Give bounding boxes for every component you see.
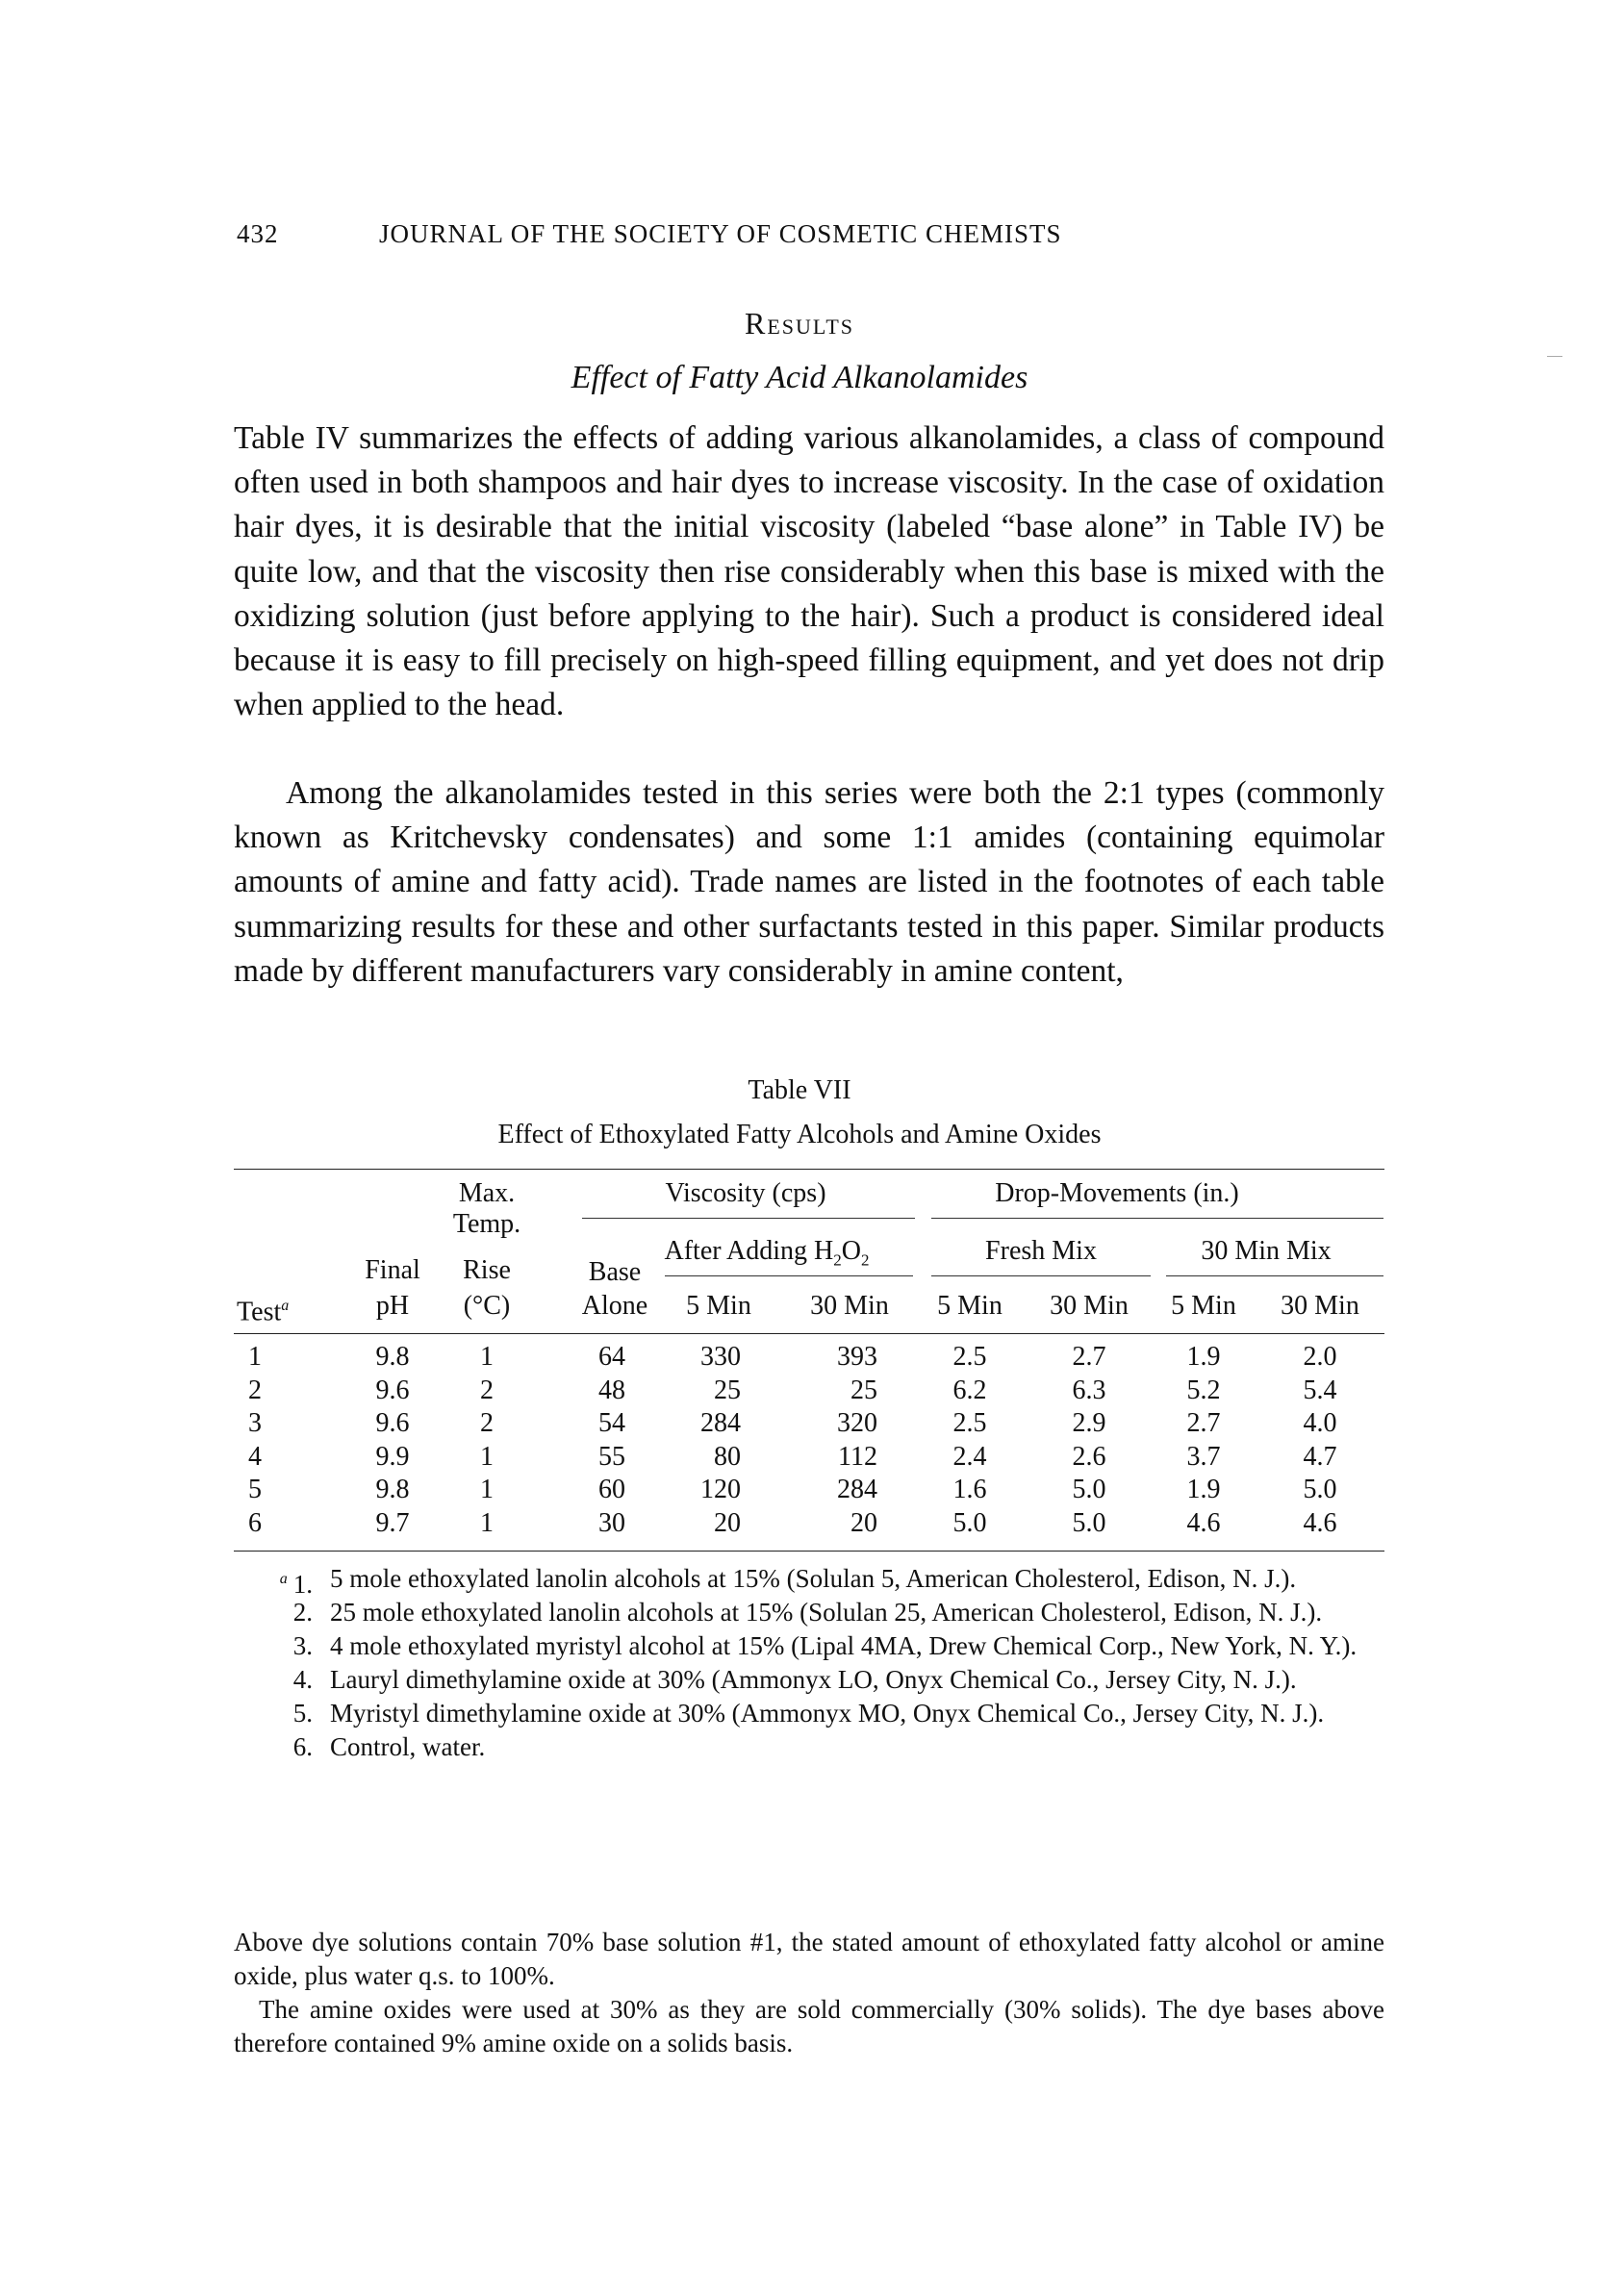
header-viscosity: Viscosity (cps) xyxy=(665,1178,826,1208)
body-paragraph-2 xyxy=(234,771,1384,994)
footnote-item xyxy=(234,1663,1384,1697)
cell-fresh-30-min: 2.6 xyxy=(1072,1441,1106,1472)
cell-visc-5-min: 25 xyxy=(714,1375,741,1405)
header-rise: Rise xyxy=(463,1255,511,1285)
subsection-heading: Effect of Fatty Acid Alkanolamides xyxy=(571,360,1028,395)
cell-visc-5-min: 20 xyxy=(714,1507,741,1538)
footnote-number xyxy=(234,1629,313,1663)
cell-fresh-5-min: 5.0 xyxy=(952,1507,987,1538)
footnote-number xyxy=(234,1697,313,1730)
cell-visc-5-min: 330 xyxy=(700,1342,741,1372)
cell-fresh-30-min: 5.0 xyxy=(1072,1507,1106,1538)
cell-base-alone: 54 xyxy=(598,1408,625,1438)
footnote-number-text: 1. xyxy=(292,1570,313,1599)
table-subtitle: Effect of Ethoxylated Fatty Alcohols and Amine Oxides xyxy=(497,1120,1102,1149)
cell-mix-30-min: 2.0 xyxy=(1303,1342,1337,1372)
cell-fresh-30-min: 5.0 xyxy=(1072,1475,1106,1504)
cell-base-alone: 30 xyxy=(598,1507,625,1538)
cell-base-alone: 55 xyxy=(598,1441,625,1472)
cell-final-ph: 9.8 xyxy=(375,1475,410,1504)
cell-max-temp-rise: 1 xyxy=(480,1507,494,1538)
header-temp: Temp. xyxy=(452,1209,521,1239)
cell-mix-30-min: 5.0 xyxy=(1303,1475,1337,1504)
header-alone: Alone xyxy=(581,1291,648,1321)
cell-test: 4 xyxy=(248,1441,262,1472)
cell-fresh-5-min: 2.4 xyxy=(952,1441,987,1472)
cell-fresh-30-min: 6.3 xyxy=(1072,1375,1106,1405)
cell-test: 2 xyxy=(248,1375,262,1405)
table-bottom-rule xyxy=(234,1551,1384,1552)
footnote-text: Myristyl dimethylamine oxide at 30% (Ammonyx MO, Onyx Chemical Co., Jersey City, N. J.). xyxy=(330,1699,1325,1728)
cell-visc-30-min: 25 xyxy=(850,1375,877,1405)
30-min-mix-rule xyxy=(1166,1275,1383,1276)
footnote-number-text: 5. xyxy=(292,1699,313,1728)
footnote-number-text: 2. xyxy=(292,1598,313,1627)
margin-mark xyxy=(1547,356,1562,357)
table-footnotes xyxy=(234,1562,1384,1764)
header-visc-30-min: 30 Min xyxy=(810,1291,889,1321)
footnote-number-text: 6. xyxy=(292,1732,313,1761)
header-visc-5-min: 5 Min xyxy=(686,1291,751,1321)
cell-visc-30-min: 112 xyxy=(838,1441,877,1472)
cell-base-alone: 60 xyxy=(598,1475,625,1504)
cell-fresh-30-min: 2.9 xyxy=(1072,1408,1106,1438)
paragraph-text: Table IV summarizes the effects of adding various alkanolamides, a class of compound often used in both shampoos and hair dyes to increase viscosity. In the case of oxidation hair dyes, it is desirable that the initial viscosity (labeled “base alone” in Table IV) be quite low, and that the viscosity then rise considerably when this base is mixed with the oxidizing solution (just before applying to the hair). Such a product is considered ideal because it is easy to fill precisely on high-speed filling equipment, and yet does not drip when applied to the head. xyxy=(234,420,1384,723)
page-number: 432 xyxy=(237,219,279,248)
footnote-number-text: 3. xyxy=(292,1631,313,1660)
cell-test: 6 xyxy=(248,1507,262,1538)
cell-test: 1 xyxy=(248,1342,262,1372)
cell-max-temp-rise: 2 xyxy=(480,1408,494,1438)
cell-fresh-5-min: 6.2 xyxy=(952,1375,987,1405)
after-adding-rule xyxy=(665,1275,913,1276)
cell-fresh-5-min: 1.6 xyxy=(952,1475,987,1504)
cell-max-temp-rise: 1 xyxy=(480,1441,494,1472)
footnote-number-text: 4. xyxy=(292,1665,313,1694)
cell-mix-5-min: 5.2 xyxy=(1186,1375,1221,1405)
cell-visc-30-min: 20 xyxy=(850,1507,877,1538)
footnote-item xyxy=(234,1697,1384,1730)
header-after-adding: After Adding $H_2O_2$ xyxy=(664,1236,870,1270)
cell-final-ph: 9.8 xyxy=(375,1342,410,1372)
footnote-number xyxy=(234,1730,313,1764)
cell-test: 3 xyxy=(248,1408,262,1438)
cell-fresh-5-min: 2.5 xyxy=(952,1342,987,1372)
cell-visc-5-min: 120 xyxy=(700,1475,741,1504)
viscosity-group-rule xyxy=(582,1218,915,1219)
footnote-item xyxy=(234,1629,1384,1663)
footnote-text: 25 mole ethoxylated lanolin alcohols at 15% (Solulan 25, American Cholesterol, Edison, N. J.). xyxy=(330,1598,1323,1627)
header-fresh-mix: Fresh Mix xyxy=(985,1236,1097,1266)
cell-final-ph: 9.7 xyxy=(375,1507,410,1538)
footnote-item xyxy=(234,1562,1384,1599)
header-final: Final xyxy=(365,1255,420,1285)
table-header-rule xyxy=(234,1333,1384,1334)
cell-mix-30-min: 4.7 xyxy=(1303,1441,1337,1472)
cell-visc-5-min: 80 xyxy=(714,1441,741,1472)
footnote-item xyxy=(234,1730,1384,1764)
cell-visc-30-min: 284 xyxy=(837,1475,877,1504)
body-paragraph-1 xyxy=(234,416,1384,727)
header-base: Base xyxy=(588,1257,642,1287)
cell-max-temp-rise: 2 xyxy=(480,1375,494,1405)
cell-fresh-5-min: 2.5 xyxy=(952,1408,987,1438)
footnote-number xyxy=(234,1596,313,1629)
cell-mix-5-min: 2.7 xyxy=(1186,1408,1221,1438)
table-note: Above dye solutions contain 70% base solution #1, the stated amount of ethoxylated fatty alcohol or amine oxide, plus water q.s. to 100%. xyxy=(234,1928,1384,1990)
table-top-rule xyxy=(234,1169,1384,1170)
footnote-marker: a xyxy=(279,1571,288,1587)
header-fresh-30-min: 30 Min xyxy=(1050,1291,1129,1321)
cell-mix-30-min: 5.4 xyxy=(1303,1375,1337,1405)
cell-max-temp-rise: 1 xyxy=(480,1342,494,1372)
paragraph-text: Among the alkanolamides tested in this series were both the 2:1 types (commonly known as Kritchevsky condensates) and some 1:1 amides (containing equimolar amounts of amine and fatty acid). Trade names are listed in the footnotes of each table summarizing results for these and other surfactants tested in this paper. Similar products made by different manufacturers vary considerably in amine content, xyxy=(234,775,1384,989)
cell-base-alone: 48 xyxy=(598,1375,625,1405)
header-fresh-5-min: 5 Min xyxy=(937,1291,1003,1321)
cell-base-alone: 64 xyxy=(598,1342,625,1372)
table-note: The amine oxides were used at 30% as they are sold commercially (30% solids). The dye bases above therefore contained 9% amine oxide on a solids basis. xyxy=(234,1995,1384,2057)
header-deg-c: (°C) xyxy=(463,1291,511,1321)
cell-visc-30-min: 320 xyxy=(837,1408,877,1438)
cell-mix-5-min: 1.9 xyxy=(1186,1475,1221,1504)
footnote-text: 5 mole ethoxylated lanolin alcohols at 15% (Solulan 5, American Cholesterol, Edison, N. J.). xyxy=(330,1564,1297,1593)
header-mix-5-min: 5 Min xyxy=(1171,1291,1236,1321)
cell-test: 5 xyxy=(248,1475,262,1504)
footnote-text: Lauryl dimethylamine oxide at 30% (Ammonyx LO, Onyx Chemical Co., Jersey City, N. J.). xyxy=(330,1665,1297,1694)
drop-group-rule xyxy=(931,1218,1383,1219)
journal-title: JOURNAL OF THE SOCIETY OF COSMETIC CHEMISTS xyxy=(379,219,1062,248)
cell-mix-30-min: 4.0 xyxy=(1303,1408,1337,1438)
footnote-text: 4 mole ethoxylated myristyl alcohol at 15% (Lipal 4MA, Drew Chemical Corp., New York, N. Y.). xyxy=(330,1631,1358,1660)
table-notes xyxy=(234,1926,1384,2060)
cell-mix-5-min: 1.9 xyxy=(1186,1342,1221,1372)
footnote-item xyxy=(234,1596,1384,1629)
cell-mix-30-min: 4.6 xyxy=(1303,1507,1337,1538)
cell-mix-5-min: 4.6 xyxy=(1186,1507,1221,1538)
cell-final-ph: 9.6 xyxy=(375,1408,410,1438)
cell-mix-5-min: 3.7 xyxy=(1186,1441,1221,1472)
header-30-min-mix: 30 Min Mix xyxy=(1201,1236,1332,1266)
table-title: Table VII xyxy=(748,1075,851,1105)
header-drop-movements: Drop-Movements (in.) xyxy=(995,1178,1239,1208)
header-max: Max. xyxy=(458,1178,516,1208)
cell-visc-5-min: 284 xyxy=(700,1408,741,1438)
cell-final-ph: 9.9 xyxy=(375,1441,410,1472)
running-head xyxy=(237,219,1372,258)
header-ph: pH xyxy=(375,1291,410,1321)
footnote-text: Control, water. xyxy=(330,1732,486,1761)
cell-max-temp-rise: 1 xyxy=(480,1475,494,1504)
cell-visc-30-min: 393 xyxy=(837,1342,877,1372)
footnote-number xyxy=(234,1663,313,1697)
section-heading: Results xyxy=(745,306,854,341)
header-mix-30-min: 30 Min xyxy=(1281,1291,1359,1321)
cell-fresh-30-min: 2.7 xyxy=(1072,1342,1106,1372)
fresh-mix-rule xyxy=(931,1275,1151,1276)
cell-final-ph: 9.6 xyxy=(375,1375,410,1405)
header-test: Test$^a$ xyxy=(237,1297,290,1327)
